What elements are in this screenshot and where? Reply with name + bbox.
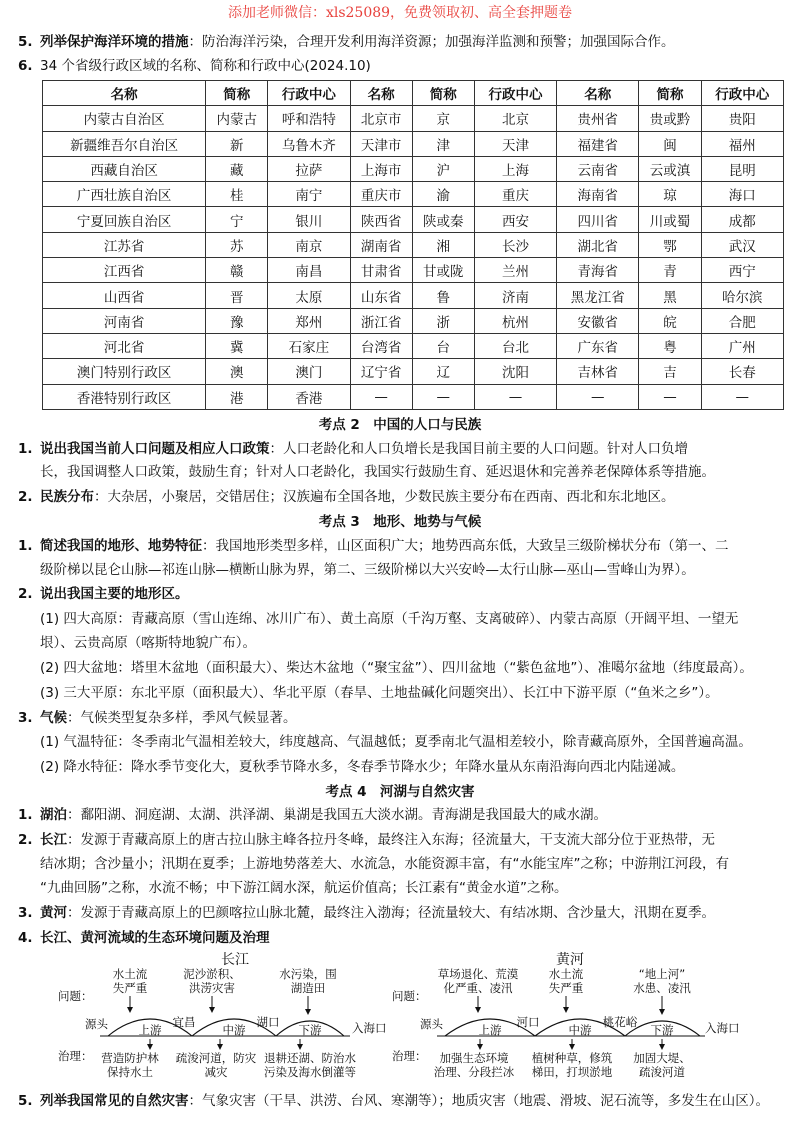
yellow-problem-label: 问题： xyxy=(392,989,427,1003)
table-cell: 香港 xyxy=(268,384,350,409)
yellow-title: 黄河 xyxy=(556,952,584,968)
table-header-cell: 简称 xyxy=(412,81,474,106)
table-cell: 贵阳 xyxy=(701,106,783,131)
s3-item-2-a: (1) 四大高原：青藏高原（雪山连绵、冰川广布）、黄土高原（千沟万壑、支离破碎）、内蒙古高原（开阔平坦、一望无 xyxy=(40,611,739,627)
table-title: 34 个省级行政区域的名称、简称和行政中心(2024.10) xyxy=(40,58,371,74)
yellow-gov-2: 植树种草，修筑 xyxy=(531,1051,613,1065)
item-number: 6. xyxy=(18,58,33,74)
table-cell: 青 xyxy=(639,258,701,283)
table-cell: 冀 xyxy=(206,333,268,358)
table-cell: 南宁 xyxy=(268,182,350,207)
table-cell: — xyxy=(557,384,639,409)
table-cell: 贵州省 xyxy=(557,106,639,131)
table-cell: 江苏省 xyxy=(43,232,206,257)
yangtze-problem-upper: 水土流 xyxy=(112,967,148,981)
item-body: ：大杂居，小聚居，交错居住；汉族遍布全国各地，少数民族主要分布在西南、西北和东北地区。 xyxy=(94,489,675,505)
yangtze-problem-lower: 水污染，围 xyxy=(279,967,337,981)
table-header-cell: 简称 xyxy=(206,81,268,106)
yangtze-divide-2: 湖口 xyxy=(256,1015,280,1029)
yellow-problem-middle-2: 失严重 xyxy=(548,981,584,995)
item-body: ：人口老龄化和人口负增长是我国目前主要的人口问题。针对人口负增 xyxy=(269,441,688,457)
table-row xyxy=(43,308,784,333)
table-cell: 河南省 xyxy=(43,308,206,333)
table-cell: 上海市 xyxy=(350,156,412,181)
table-row xyxy=(43,232,784,257)
item-lead: 列举我国常见的自然灾害 xyxy=(40,1093,189,1109)
table-header-row xyxy=(43,81,784,106)
s3-item-3-a: (1) 气温特征：冬季南北气温相差较大，纬度越高、气温越低；夏季南北气温相差较小，除青藏高原外，全国普遍高温。 xyxy=(40,734,752,750)
yellow-divide-1: 河口 xyxy=(516,1015,540,1029)
yellow-upper-label: 上游 xyxy=(478,1023,502,1037)
table-cell: 天津 xyxy=(474,131,556,156)
table-cell: 沪 xyxy=(412,156,474,181)
table-cell: 福州 xyxy=(701,131,783,156)
table-cell: 琼 xyxy=(639,182,701,207)
item-number: 3. xyxy=(18,905,33,921)
table-cell: 粤 xyxy=(639,333,701,358)
s4-item-3 xyxy=(18,902,788,924)
yellow-gov-3-2: 疏浚河道 xyxy=(639,1065,685,1079)
table-cell: 陕西省 xyxy=(350,207,412,232)
table-cell: 哈尔滨 xyxy=(701,283,783,308)
table-cell: 安徽省 xyxy=(557,308,639,333)
table-cell: 辽宁省 xyxy=(350,359,412,384)
yangtze-problem-middle-2: 洪涝灾害 xyxy=(189,981,235,995)
table-cell: 内蒙古自治区 xyxy=(43,106,206,131)
yangtze-mouth-label: 入海口 xyxy=(352,1021,387,1035)
yellow-mouth-label: 入海口 xyxy=(705,1021,740,1035)
table-cell: — xyxy=(701,384,783,409)
table-header-cell: 行政中心 xyxy=(474,81,556,106)
table-cell: 济南 xyxy=(474,283,556,308)
table-cell: 杭州 xyxy=(474,308,556,333)
item-lead: 民族分布 xyxy=(40,489,94,505)
table-cell: 甘或陇 xyxy=(412,258,474,283)
s2-item-2 xyxy=(18,486,788,508)
province-table xyxy=(42,80,784,410)
yangtze-upper-label: 上游 xyxy=(138,1023,162,1037)
yangtze-title: 长江 xyxy=(221,952,249,968)
table-header-cell: 名称 xyxy=(350,81,412,106)
table-cell: 广州 xyxy=(701,333,783,358)
table-cell: 陕或秦 xyxy=(412,207,474,232)
table-cell: 重庆 xyxy=(474,182,556,207)
yellow-governance-label: 治理： xyxy=(392,1049,427,1063)
table-cell: 辽 xyxy=(412,359,474,384)
table-cell: 台 xyxy=(412,333,474,358)
table-cell: 长沙 xyxy=(474,232,556,257)
table-cell: 山西省 xyxy=(43,283,206,308)
table-cell: 西藏自治区 xyxy=(43,156,206,181)
yellow-middle-label: 中游 xyxy=(568,1023,592,1037)
yellow-river-diagram xyxy=(392,952,740,1079)
yellow-lower-label: 下游 xyxy=(650,1023,674,1037)
yellow-problem-upper-2: 化严重、凌汛 xyxy=(443,981,513,995)
table-row xyxy=(43,207,784,232)
table-cell: — xyxy=(412,384,474,409)
table-cell: 吉林省 xyxy=(557,359,639,384)
table-cell: 皖 xyxy=(639,308,701,333)
s3-item-3 xyxy=(18,707,788,729)
watermark-text: 添加老师微信：xls25089，免费领取初、高全套押题卷 xyxy=(227,5,573,21)
yellow-divide-2: 桃花峪 xyxy=(602,1015,638,1029)
table-cell: 川或蜀 xyxy=(639,207,701,232)
table-cell: 浙 xyxy=(412,308,474,333)
table-cell: 吉 xyxy=(639,359,701,384)
table-cell: 京 xyxy=(412,106,474,131)
item-number: 2. xyxy=(18,489,33,505)
yangtze-middle-label: 中游 xyxy=(222,1023,246,1037)
s3-item-1 xyxy=(18,535,788,557)
item-body: ：气候类型复杂多样，季风气候显著。 xyxy=(67,710,297,726)
table-cell: 豫 xyxy=(206,308,268,333)
yangtze-lower-label: 下游 xyxy=(298,1023,322,1037)
item-number: 5. xyxy=(18,34,33,50)
s3-item-2-b: (2) 四大盆地：塔里木盆地（面积最大）、柴达木盆地（“聚宝盆”）、四川盆地（“紫色盆地”）、准噶尔盆地（纬度最高）。 xyxy=(40,660,753,676)
s4-item-2-cont2: “九曲回肠”之称，水流不畅；中下游江阔水深，航运价值高；长江素有“黄金水道”之称。 xyxy=(40,880,568,896)
table-header-cell: 行政中心 xyxy=(701,81,783,106)
table-row xyxy=(43,156,784,181)
s4-item-4 xyxy=(18,927,788,949)
table-cell: 黑 xyxy=(639,283,701,308)
table-row xyxy=(43,283,784,308)
table-cell: 北京 xyxy=(474,106,556,131)
table-cell: 澳门特别行政区 xyxy=(43,359,206,384)
table-cell: 闽 xyxy=(639,131,701,156)
yangtze-gov-2: 疏浚河道，防灾 xyxy=(175,1051,257,1065)
table-cell: 石家庄 xyxy=(268,333,350,358)
item-body: ：发源于青藏高原上的巴颜喀拉山脉北麓，最终注入渤海；径流量较大、有结冰期、含沙量大，汛期在夏季。 xyxy=(67,905,715,921)
table-cell: 西安 xyxy=(474,207,556,232)
table-cell: 北京市 xyxy=(350,106,412,131)
table-cell: 长春 xyxy=(701,359,783,384)
item-number: 3. xyxy=(18,710,33,726)
table-cell: 宁 xyxy=(206,207,268,232)
s4-item-2-cont1: 结冰期；含沙量小；汛期在夏季；上游地势落差大、水流急，水能资源丰富，有“水能宝库”之称；中游荆江河段，有 xyxy=(40,856,729,872)
table-cell: 苏 xyxy=(206,232,268,257)
item-lead: 说出我国主要的地形区。 xyxy=(40,586,189,602)
s2-item-1-cont: 长，我国调整人口政策，鼓励生育；针对人口老龄化，我国实行鼓励生育、延迟退休和完善养老保障体系等措施。 xyxy=(40,464,715,480)
table-header-cell: 简称 xyxy=(639,81,701,106)
s4-item-5 xyxy=(18,1090,788,1112)
table-cell: 乌鲁木齐 xyxy=(268,131,350,156)
yangtze-gov-1-2: 保持水土 xyxy=(107,1065,153,1079)
table-cell: 台湾省 xyxy=(350,333,412,358)
yellow-problem-lower: “地上河” xyxy=(638,967,686,981)
s2-item-1 xyxy=(18,438,788,460)
yangtze-gov-3: 退耕还湖、防治水 xyxy=(264,1051,356,1065)
table-cell: 桂 xyxy=(206,182,268,207)
table-cell: 新疆维吾尔自治区 xyxy=(43,131,206,156)
item-6 xyxy=(18,55,788,77)
table-cell: 武汉 xyxy=(701,232,783,257)
table-header-cell: 名称 xyxy=(557,81,639,106)
s4-item-1 xyxy=(18,804,788,826)
table-cell: 拉萨 xyxy=(268,156,350,181)
yellow-gov-2-2: 梯田，打坝淤地 xyxy=(531,1065,613,1079)
table-row xyxy=(43,131,784,156)
table-cell: 甘肃省 xyxy=(350,258,412,283)
yangtze-gov-3-2: 污染及海水倒灌等 xyxy=(264,1065,356,1079)
item-number: 5. xyxy=(18,1093,33,1109)
table-cell: 西宁 xyxy=(701,258,783,283)
table-cell: 香港特别行政区 xyxy=(43,384,206,409)
s3-item-2-c: (3) 三大平原：东北平原（面积最大）、华北平原（春旱、土地盐碱化问题突出）、长江中下游平原（“鱼米之乡”）。 xyxy=(40,685,719,701)
table-cell: 湖南省 xyxy=(350,232,412,257)
table-cell: 福建省 xyxy=(557,131,639,156)
item-number: 1. xyxy=(18,807,33,823)
section-2-title: 考点 2 中国的人口与民族 xyxy=(318,417,482,433)
s3-item-1-cont: 级阶梯以昆仑山脉—祁连山脉—横断山脉为界，第二、三级阶梯以大兴安岭—太行山脉—巫山—雪峰山为界）。 xyxy=(40,562,695,578)
table-cell: 浙江省 xyxy=(350,308,412,333)
table-cell: 合肥 xyxy=(701,308,783,333)
table-cell: 呼和浩特 xyxy=(268,106,350,131)
table-cell: 南京 xyxy=(268,232,350,257)
item-body: ：我国地形类型多样，山区面积广大；地势西高东低，大致呈三级阶梯状分布（第一、二 xyxy=(202,538,729,554)
yangtze-gov-2-2: 减灾 xyxy=(204,1065,228,1079)
table-cell: 青海省 xyxy=(557,258,639,283)
yangtze-divide-1: 宜昌 xyxy=(172,1015,196,1029)
item-body: ：发源于青藏高原上的唐古拉山脉主峰各拉丹冬峰，最终注入东海；径流量大，干支流大部分位于亚热带，无 xyxy=(67,832,715,848)
yangtze-problem-upper-2: 失严重 xyxy=(112,981,148,995)
s4-item-2 xyxy=(18,829,788,851)
table-cell: 鲁 xyxy=(412,283,474,308)
table-cell: 四川省 xyxy=(557,207,639,232)
table-cell: 湘 xyxy=(412,232,474,257)
item-lead: 说出我国当前人口问题及相应人口政策 xyxy=(40,441,270,457)
table-cell: 南昌 xyxy=(268,258,350,283)
table-cell: 港 xyxy=(206,384,268,409)
table-cell: 内蒙古 xyxy=(206,106,268,131)
yangtze-governance-label: 治理： xyxy=(58,1049,93,1063)
table-cell: 沈阳 xyxy=(474,359,556,384)
section-3-title: 考点 3 地形、地势与气候 xyxy=(318,514,482,530)
item-5 xyxy=(18,31,788,53)
yellow-gov-3: 加固大堤、 xyxy=(633,1051,691,1065)
table-cell: 海南省 xyxy=(557,182,639,207)
table-cell: 成都 xyxy=(701,207,783,232)
table-cell: 宁夏回族自治区 xyxy=(43,207,206,232)
table-cell: — xyxy=(474,384,556,409)
s3-item-2-a-cont: 垠）、云贵高原（喀斯特地貌广布）。 xyxy=(40,635,256,651)
item-number: 2. xyxy=(18,832,33,848)
table-cell: 藏 xyxy=(206,156,268,181)
item-lead: 长江、黄河流域的生态环境问题及治理 xyxy=(40,930,270,946)
table-cell: 贵或黔 xyxy=(639,106,701,131)
item-number: 4. xyxy=(18,930,33,946)
table-cell: 云或滇 xyxy=(639,156,701,181)
table-cell: 郑州 xyxy=(268,308,350,333)
yellow-source-label: 源头 xyxy=(420,1017,443,1031)
item-lead: 简述我国的地形、地势特征 xyxy=(40,538,202,554)
table-cell: 江西省 xyxy=(43,258,206,283)
table-header-cell: 名称 xyxy=(43,81,206,106)
yellow-problem-middle: 水土流 xyxy=(548,967,584,981)
table-cell: 海口 xyxy=(701,182,783,207)
yangtze-problem-lower-2: 湖造田 xyxy=(290,981,326,995)
item-number: 2. xyxy=(18,586,33,602)
river-diagram xyxy=(0,950,800,1090)
yangtze-problem-middle: 泥沙淤积、 xyxy=(183,967,241,981)
table-cell: 天津市 xyxy=(350,131,412,156)
item-body: ：气象灾害（干旱、洪涝、台风、寒潮等）；地质灾害（地震、滑坡、泥石流等，多发生在山区）。 xyxy=(188,1093,769,1109)
table-cell: 重庆市 xyxy=(350,182,412,207)
yangtze-problem-label: 问题： xyxy=(58,989,93,1003)
table-cell: 广西壮族自治区 xyxy=(43,182,206,207)
section-4-title: 考点 4 河湖与自然灾害 xyxy=(325,784,475,800)
table-cell: 广东省 xyxy=(557,333,639,358)
table-row xyxy=(43,359,784,384)
yellow-problem-lower-2: 水患、凌汛 xyxy=(633,981,691,995)
table-row xyxy=(43,258,784,283)
table-cell: 津 xyxy=(412,131,474,156)
table-cell: 上海 xyxy=(474,156,556,181)
yangtze-gov-1: 营造防护林 xyxy=(101,1051,159,1065)
item-lead: 湖泊 xyxy=(40,807,67,823)
table-cell: 湖北省 xyxy=(557,232,639,257)
item-body: ：防治海洋污染，合理开发利用海洋资源；加强海洋监测和预警；加强国际合作。 xyxy=(188,34,675,50)
item-body: ：鄱阳湖、洞庭湖、太湖、洪泽湖、巢湖是我国五大淡水湖。青海湖是我国最大的咸水湖。 xyxy=(67,807,607,823)
table-row xyxy=(43,106,784,131)
item-lead: 列举保护海洋环境的措施 xyxy=(40,34,189,50)
table-cell: 昆明 xyxy=(701,156,783,181)
table-cell: 河北省 xyxy=(43,333,206,358)
item-number: 1. xyxy=(18,441,33,457)
yellow-gov-1-2: 治理、分段拦冰 xyxy=(433,1065,515,1079)
table-cell: 澳门 xyxy=(268,359,350,384)
table-cell: 赣 xyxy=(206,258,268,283)
yangtze-diagram xyxy=(58,952,387,1079)
table-cell: 鄂 xyxy=(639,232,701,257)
yellow-gov-1: 加强生态环境 xyxy=(439,1051,509,1065)
table-header-cell: 行政中心 xyxy=(268,81,350,106)
s3-item-3-b: (2) 降水特征：降水季节变化大，夏秋季节降水多，冬春季节降水少；年降水量从东南沿海向西北内陆递减。 xyxy=(40,759,685,775)
table-cell: 云南省 xyxy=(557,156,639,181)
table-cell: 黑龙江省 xyxy=(557,283,639,308)
yangtze-source-label: 源头 xyxy=(85,1017,108,1031)
table-cell: — xyxy=(350,384,412,409)
item-lead: 长江 xyxy=(40,832,67,848)
table-cell: 澳 xyxy=(206,359,268,384)
table-cell: 山东省 xyxy=(350,283,412,308)
table-cell: 新 xyxy=(206,131,268,156)
table-cell: 渝 xyxy=(412,182,474,207)
table-row xyxy=(43,182,784,207)
yellow-problem-upper: 草场退化、荒漠 xyxy=(437,967,519,981)
table-cell: 银川 xyxy=(268,207,350,232)
table-cell: 兰州 xyxy=(474,258,556,283)
table-row xyxy=(43,384,784,409)
table-row xyxy=(43,333,784,358)
item-number: 1. xyxy=(18,538,33,554)
s3-item-2 xyxy=(18,583,788,605)
table-cell: — xyxy=(639,384,701,409)
table-cell: 晋 xyxy=(206,283,268,308)
table-cell: 太原 xyxy=(268,283,350,308)
item-lead: 黄河 xyxy=(40,905,67,921)
item-lead: 气候 xyxy=(40,710,67,726)
table-cell: 台北 xyxy=(474,333,556,358)
